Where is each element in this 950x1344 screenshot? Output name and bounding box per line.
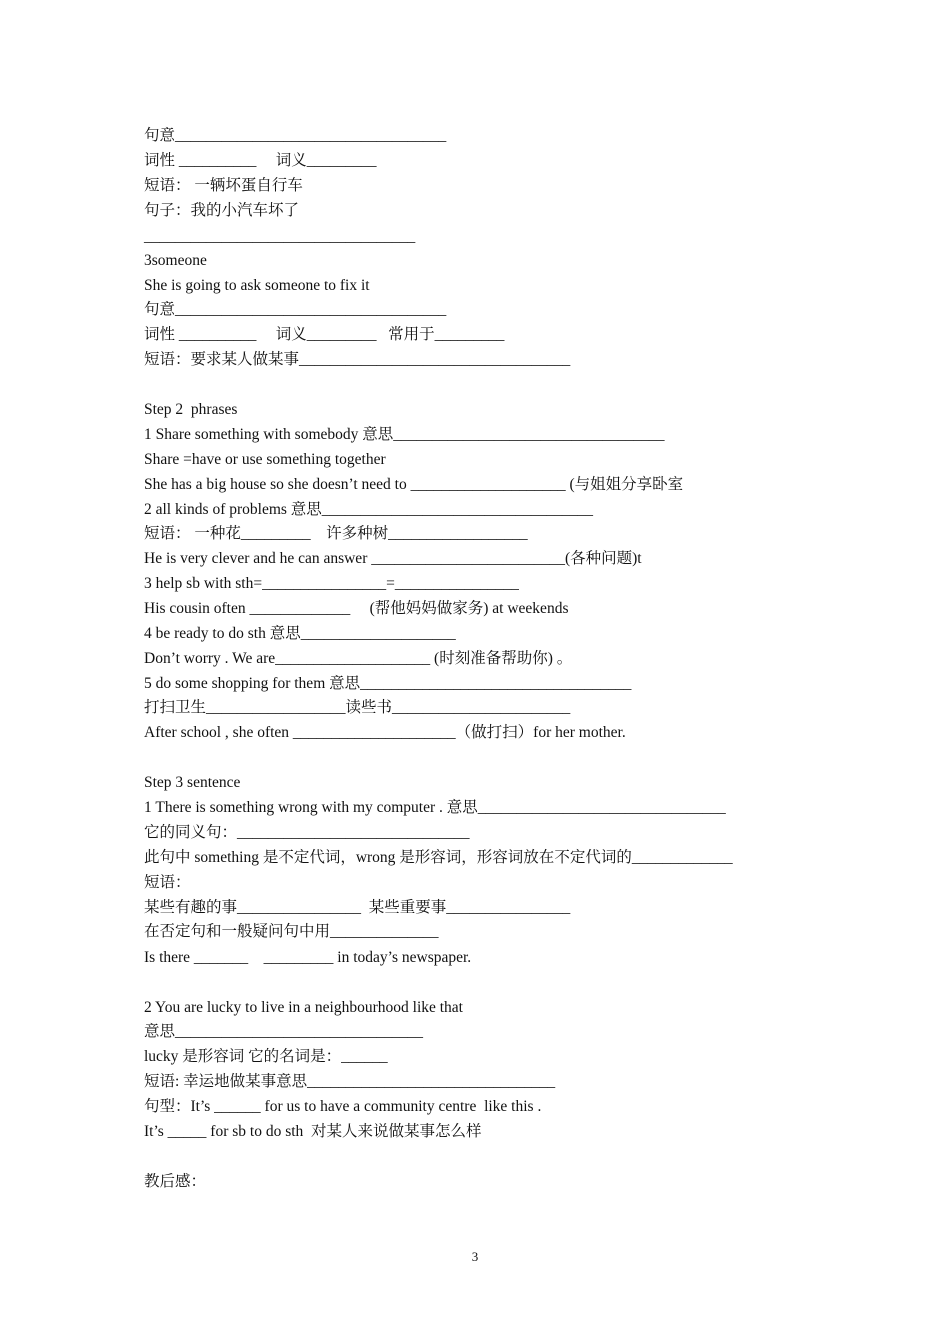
text-line: Share =have or use something together (144, 451, 386, 468)
text-line: 短语： 一辆坏蛋自行车 (144, 177, 303, 194)
text-line: 句意___________________________________ (144, 127, 447, 144)
reflection-heading: 教后感： (144, 1173, 207, 1190)
text-line: 4 be ready to do sth 意思____________________ (144, 625, 456, 642)
text-line: 词性 __________ 词义_________ (144, 152, 377, 169)
text-line: 短语: 幸运地做某事意思________________________________ (144, 1073, 556, 1090)
text-line: 短语： (144, 874, 191, 891)
text-line: He is very clever and he can answer _________________________(各种问题)t (144, 550, 642, 567)
text-line: She is going to ask someone to fix it (144, 277, 370, 294)
text-line: His cousin often _____________ (帮他妈妈做家务) at weekends (144, 600, 569, 617)
text-line: It’s _____ for sb to do sth 对某人来说做某事怎么样 (144, 1123, 482, 1140)
text-line: 在否定句和一般疑问句中用______________ (144, 923, 439, 940)
text-line: 2 all kinds of problems 意思___________________________________ (144, 501, 594, 518)
text-line: 1 Share something with somebody 意思___________________________________ (144, 426, 665, 443)
text-line: 句子：我的小汽车坏了 (144, 202, 300, 219)
text-line: 3 help sb with sth=________________=________________ (144, 575, 519, 592)
section-heading: Step 3 sentence (144, 774, 241, 791)
text-line: She has a big house so she doesn’t need to ____________________ (与姐姐分享卧室 (144, 476, 684, 493)
page-number: 3 (471, 1249, 479, 1264)
text-line: 1 There is something wrong with my computer . 意思________________________________ (144, 799, 726, 816)
text-line: 某些有趣的事________________ 某些重要事________________ (144, 899, 571, 916)
text-line: 短语： 一种花_________ 许多种树__________________ (144, 525, 528, 542)
text-line: 意思________________________________ (144, 1023, 424, 1040)
text-line: Is there _______ _________ in today’s newspaper. (144, 949, 472, 966)
section-heading: Step 2 phrases (144, 401, 238, 418)
text-line: Don’t worry . We are____________________ (时刻准备帮助你) 。 (144, 650, 573, 667)
text-line: After school , she often _____________________（做打扫）for her mother. (144, 724, 626, 741)
text-line: 3someone (144, 252, 207, 269)
text-line: 句意___________________________________ (144, 301, 447, 318)
text-line: 打扫卫生__________________读些书_______________________ (144, 699, 571, 716)
text-line: ___________________________________ (144, 228, 416, 245)
text-line: 它的同义句：______________________________ (144, 824, 470, 841)
text-line: 词性 __________ 词义_________ 常用于_________ (144, 326, 505, 343)
text-line: 短语：要求某人做某事___________________________________ (144, 351, 571, 368)
text-line: 2 You are lucky to live in a neighbourhood like that (144, 999, 463, 1016)
text-line: 此句中 something 是不定代词，wrong 是形容词，形容词放在不定代词的_____________ (144, 849, 733, 866)
text-line: lucky 是形容词 它的名词是：______ (144, 1048, 388, 1065)
text-line: 5 do some shopping for them 意思___________________________________ (144, 675, 632, 692)
text-line: 句型：It’s ______ for us to have a community centre like this . (144, 1098, 542, 1115)
